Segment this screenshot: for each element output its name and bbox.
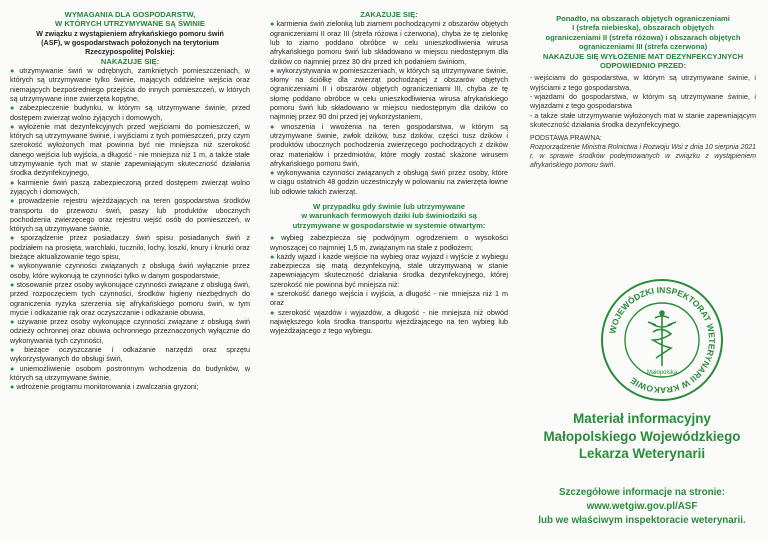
dash-icon: - bbox=[530, 73, 533, 83]
list-item-text: sporządzenie przez posiadaczy świń spisu posiadanych świń z podziałem na prosięta, warchlaki, tuczniki, lochy, loszki, knury i knurki oraz bieżące aktualizowanie tego spisu, bbox=[10, 233, 250, 262]
caduceus-icon bbox=[648, 311, 676, 366]
list-item-text: szerokość wjazdów i wyjazdów, a długość - nie mniejsza niż obwód największego koła środka transportu wjeżdżającego na ten wybieg lub wyjeżdżającego z tego wybiegu. bbox=[270, 307, 509, 336]
list-item bbox=[10, 178, 250, 197]
list-item bbox=[270, 66, 508, 122]
requirements-heading bbox=[10, 10, 250, 29]
bullet-icon: ● bbox=[270, 307, 276, 317]
bullet-icon: ● bbox=[10, 345, 23, 355]
list-item bbox=[10, 66, 250, 103]
list-item-text: wykorzystywania w pomieszczeniach, w których są utrzymywane świnie, słomy na ściółkę dla zwierząt pochodzącej z obszarów objętych ograniczeniami II i obszarów objętych ograniczeniami III, chyba że tę słomę poddano obróbce w celu unieszkodliwienia wirusa afrykańskiego pomoru świń lub składowano w miejscu niedostępnym dla dzików co najmniej przez 90 dni przed jej wykorzystaniem, bbox=[270, 65, 508, 122]
zone-heading-line2: I (strefa niebieska), obszarach objętych bbox=[572, 23, 714, 33]
seal-ring-text: WOJEWÓDZKI INSPEKTORAT WETERYNARII W KRAKOWIE bbox=[607, 284, 718, 396]
prohibitions-heading: ZAKAZUJE SIĘ: bbox=[360, 10, 418, 19]
details-url-link[interactable]: www.wetgiw.gov.pl/ASF bbox=[586, 501, 698, 512]
list-item-text: wybieg zabezpiecza się podwójnym ogrodzeniem o wysokości wynoszącej co najmniej 1,5 m, związanym na stałe z podłożem; bbox=[270, 233, 509, 252]
list-item-text: wjazdami do gospodarstwa, w którym są utrzymywane świnie, i wyjazdami z tego gospodarstwa bbox=[530, 92, 756, 111]
mat-list bbox=[530, 73, 756, 129]
bullet-icon: ● bbox=[270, 233, 280, 243]
material-title-line2: Małopolskiego Wojewódzkiego bbox=[543, 428, 741, 444]
imperative-heading: NAKAZUJE SIĘ: bbox=[100, 56, 160, 66]
bullet-icon: ● bbox=[270, 289, 276, 299]
free-range-heading-line2: w warunkach fermowych dziki lub świniodziki są bbox=[301, 211, 477, 221]
list-item-text: karmienia świń zielonką lub ziarnem pochodzącymi z obszarów objętych ograniczeniami II oraz III (strefa różowa i czerwona), chyba że tę zielonkę lub to ziarno poddano obróbce w celu unieszkodliwienia wirusa afrykańskiego pomoru świń lub składowano w miejscu niedostępnym dla dzików co najmniej przez 30 dni przed ich podaniem świniom, bbox=[270, 19, 508, 66]
bullet-icon: ● bbox=[10, 66, 18, 76]
list-item bbox=[270, 19, 508, 65]
list-item-text: wdrożenie programu monitorowania i zwalczania gryzoni; bbox=[16, 382, 199, 392]
free-range-heading-line3: utrzymywane w gospodarstwie w systemie otwartym: bbox=[292, 220, 486, 230]
details-line: Szczegółowe informacje na stronie: bbox=[558, 487, 726, 498]
list-item-text: utrzymywanie świń w odrębnych, zamkniętych pomieszczeniach, w których są utrzymywane tylko świnie, mających oddzielne wejścia oraz niemających bezpośredniego przejścia do innych pomieszczeń, w których są utrzymywane inne zwierzęta kopytne, bbox=[10, 66, 250, 103]
seal-graphic bbox=[600, 278, 724, 402]
material-title-line3: Lekarza Weterynarii bbox=[578, 446, 706, 461]
list-item bbox=[10, 122, 250, 178]
mat-heading-line2: ODPOWIEDNIO PRZED: bbox=[599, 61, 687, 71]
bullet-icon: ● bbox=[270, 19, 275, 29]
bullet-icon: ● bbox=[10, 196, 17, 206]
list-item bbox=[10, 233, 250, 261]
intro-line3: Rzeczypospolitej Polskiej: bbox=[85, 47, 175, 57]
list-item bbox=[10, 196, 250, 233]
prohibitions-list bbox=[270, 19, 508, 196]
bullet-icon: ● bbox=[10, 103, 18, 113]
bullet-icon: ● bbox=[10, 233, 19, 243]
bullet-icon: ● bbox=[10, 177, 16, 187]
bullet-icon: ● bbox=[10, 317, 16, 327]
legal-basis-text: Rozporządzenie Ministra Rolnictwa i Rozwoju Wsi z dnia 10 sierpnia 2021 r. w sprawie środków podejmowanych w związku z wystąpieniem afrykańskiego pomoru świń. bbox=[530, 144, 756, 169]
free-range-heading-line1: W przypadku gdy świnie lub utrzymywane bbox=[313, 202, 465, 212]
list-item-text: bieżące oczyszczanie i odkażanie narzędzi oraz sprzętu wykorzystywanych do obsługi świń, bbox=[10, 345, 250, 364]
list-item-text: szerokość danego wejścia i wyjścia, a długość - nie mniejsza niż 1 m oraz bbox=[270, 289, 508, 308]
list-item-text: wejściami do gospodarstwa, w którym są utrzymywane świnie, i wyjściami z tego gospodarstwa, bbox=[530, 73, 756, 92]
list-item-text: zabezpieczenie budynku, w którym są utrzymywane świnie, przed dostępem zwierząt wolno żyjących i domowych, bbox=[10, 103, 250, 122]
list-item bbox=[10, 345, 250, 364]
list-item-text: karmienie świń paszą zabezpieczoną przed dostępem zwierząt wolno żyjących i domowych, bbox=[10, 177, 251, 196]
intro-text bbox=[10, 29, 250, 57]
middle-column bbox=[258, 0, 516, 543]
material-title bbox=[516, 410, 768, 463]
zone-heading-line4: ograniczeniami III (strefa czerwona) bbox=[578, 42, 708, 52]
list-item-text: wykonywania czynności związanych z obsługą świń przez osoby, które w ciągu ostatnich 48 godzin uczestniczyły w polowaniu na zwierzęta łowne lub odłowie takich zwierząt. bbox=[270, 168, 508, 196]
intro-line1: W związku z wystąpieniem afrykańskiego pomoru świń bbox=[36, 28, 224, 38]
list-item bbox=[10, 261, 250, 280]
list-item bbox=[270, 252, 508, 289]
legal-basis-label: PODSTAWA PRAWNA: bbox=[530, 135, 602, 143]
zone-heading-line3: ograniczeniami II (strefa różowa) i obszarach objętych bbox=[545, 32, 741, 42]
veterinary-inspectorate-seal bbox=[600, 278, 724, 402]
list-item bbox=[530, 111, 756, 130]
details-line-inspectorate: lub we właściwym inspektoracie weterynarii. bbox=[538, 515, 746, 526]
bullet-icon: ● bbox=[10, 121, 17, 131]
list-item bbox=[530, 92, 756, 111]
requirements-heading-line2: W KTÓRYCH UTRZYMYWANE SĄ ŚWINIE bbox=[55, 19, 205, 29]
bullet-icon: ● bbox=[270, 168, 276, 178]
bullet-icon: ● bbox=[270, 251, 275, 261]
free-range-heading bbox=[270, 202, 508, 230]
list-item bbox=[270, 168, 508, 196]
material-title-line1: Materiał informacyjny bbox=[573, 411, 711, 426]
list-item bbox=[10, 103, 250, 122]
list-item-text: prowadzenie rejestru wjeżdżających na teren gospodarstwa środków transportu do przewozu świń, paszy lub produktów ubocznych pochodzenia zwierzęcego oraz rejestru wejść osób do pomieszczeń, w których są utrzymywane świnie, bbox=[10, 196, 251, 234]
details-block bbox=[516, 486, 768, 528]
list-item bbox=[270, 122, 508, 168]
list-item-text: a także stałe utrzymywanie wyłożonych mat w stanie zapewniającym skuteczność działania środka dezynfekcyjnego. bbox=[530, 110, 756, 129]
bullet-icon: ● bbox=[270, 65, 275, 75]
bullet-icon: ● bbox=[10, 279, 15, 289]
requirements-heading-line1: WYMAGANIA DLA GOSPODARSTW, bbox=[64, 10, 196, 19]
bullet-icon: ● bbox=[10, 382, 15, 392]
list-item bbox=[270, 233, 508, 252]
list-item-text: uniemożliwienie osobom postronnym wchodzenia do budynków, w których są utrzymywane świnie, bbox=[10, 363, 251, 382]
dash-icon: - bbox=[530, 92, 533, 102]
requirements-list bbox=[10, 66, 250, 391]
list-item-text: stosowanie przez osoby wykonujące czynności związane z obsługą świń, przed rozpoczęciem tych czynności, środków higieny niezbędnych do ograniczenia ryzyka szerzenia się afrykańskiego pomoru świń, w tym mycie i odkażanie rąk oraz oczyszczanie i odkażanie obuwia, bbox=[10, 279, 251, 317]
mat-heading-line1: NAKAZUJE SIĘ WYŁOŻENIE MAT DEZYNFEKCYJNYCH bbox=[542, 51, 744, 61]
mat-heading bbox=[530, 52, 756, 71]
zone-heading bbox=[530, 14, 756, 52]
list-item-text: wykonywanie czynności związanych z obsługą świń wyłącznie przez osoby, które wykonują te czynności tylko w danym gospodarstwie, bbox=[10, 261, 250, 280]
list-item-text: każdy wjazd i każde wejście na wybieg oraz wyjazd i wyjście z wybiegu zabezpiecza się matą dezynfekcyjną, stale utrzymywaną w stanie zapewniającym skuteczność działania środka dezynfekcyjnego, której szerokość nie powinna być mniejsza niż: bbox=[270, 251, 508, 289]
zone-heading-line1: Ponadto, na obszarach objętych ograniczeniami bbox=[556, 14, 730, 23]
list-item-text: wnoszenia i wwożenia na teren gospodarstwa, w którym są utrzymywane świnie, zwłok dzików, tusz dzików, części tusz dzików i produktów ubocznych pochodzenia zwierzęcego pochodzących z dzików oraz materiałów i przedmiotów, które mogły zostać skażone wirusem afrykańskiego pomoru świń, bbox=[270, 121, 508, 168]
list-item bbox=[530, 73, 756, 92]
free-range-list bbox=[270, 233, 508, 335]
dash-icon: - bbox=[530, 110, 533, 120]
bullet-icon: ● bbox=[10, 261, 17, 271]
list-item-text: wyłożenie mat dezynfekcyjnych przed wejściami do pomieszczeń, w których są utrzymywane świnie, i wyjściami z tych pomieszczeń, przy czym szerokość wyłożonych mat powinna być nie mniejsza niż szerokość danego wejścia lub wyjścia, a długość - nie mniejsza niż 1 m, a także stałe utrzymywanie tych mat w stanie zapewniającym skuteczność działania środka dezynfekcyjnego, bbox=[10, 121, 250, 178]
list-item-text: używanie przez osoby wykonujące czynności związane z obsługą świń odzieży ochronnej oraz obuwia ochronnego przeznaczonych wyłącznie do wykonywania tych czynności, bbox=[10, 317, 250, 345]
left-column bbox=[0, 0, 258, 543]
seal-inner-text: Małopolska bbox=[646, 370, 678, 376]
bullet-icon: ● bbox=[10, 363, 18, 373]
list-item bbox=[10, 280, 250, 317]
list-item bbox=[10, 382, 250, 391]
list-item bbox=[270, 289, 508, 308]
list-item bbox=[10, 364, 250, 383]
list-item bbox=[10, 317, 250, 345]
list-item bbox=[270, 308, 508, 336]
bullet-icon: ● bbox=[270, 121, 280, 131]
intro-line2: (ASF), w gospodarstwach położonych na terytorium bbox=[41, 38, 219, 48]
